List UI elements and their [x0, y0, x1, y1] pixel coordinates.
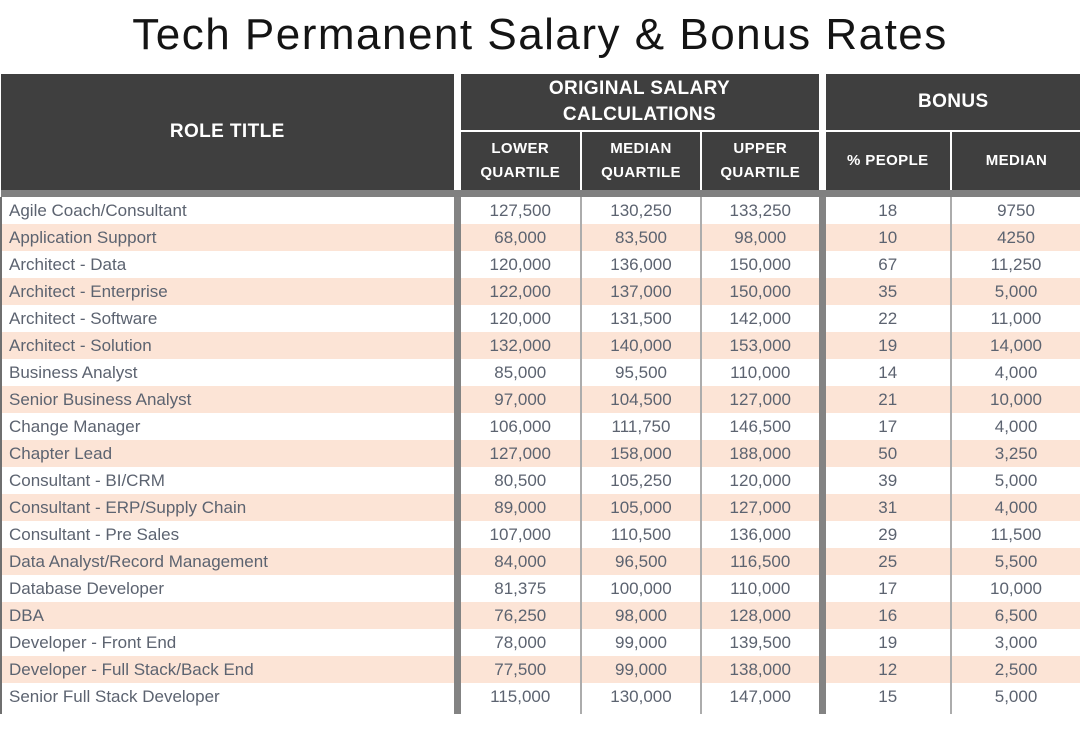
value-cell: 110,000 — [701, 575, 822, 602]
value-cell: 4,000 — [951, 359, 1080, 386]
column-header-upper-quartile: UPPER QUARTILE — [701, 131, 822, 190]
header-underline-bar-fill — [1, 190, 1080, 197]
value-cell: 128,000 — [701, 602, 822, 629]
value-cell: 110,000 — [701, 359, 822, 386]
value-cell: 107,000 — [457, 521, 581, 548]
value-cell: 4,000 — [951, 494, 1080, 521]
role-cell: Agile Coach/Consultant — [1, 197, 457, 224]
value-cell: 68,000 — [457, 224, 581, 251]
value-cell: 96,500 — [581, 548, 701, 575]
value-cell: 67 — [822, 251, 951, 278]
value-cell: 16 — [822, 602, 951, 629]
value-cell: 10,000 — [951, 575, 1080, 602]
table-header — [1, 74, 1080, 197]
value-cell: 11,500 — [951, 521, 1080, 548]
value-cell: 127,000 — [701, 386, 822, 413]
value-cell: 99,000 — [581, 629, 701, 656]
stub-cell — [951, 710, 1080, 714]
value-cell: 115,000 — [457, 683, 581, 710]
table-row — [1, 224, 1080, 251]
value-cell: 80,500 — [457, 467, 581, 494]
table-row — [1, 656, 1080, 683]
value-cell: 12 — [822, 656, 951, 683]
role-cell: Architect - Solution — [1, 332, 457, 359]
value-cell: 3,250 — [951, 440, 1080, 467]
value-cell: 105,000 — [581, 494, 701, 521]
header-group-row — [1, 74, 1080, 131]
value-cell: 19 — [822, 629, 951, 656]
value-cell: 9750 — [951, 197, 1080, 224]
value-cell: 188,000 — [701, 440, 822, 467]
table-cutoff-stub — [1, 710, 1080, 714]
value-cell: 147,000 — [701, 683, 822, 710]
value-cell: 14 — [822, 359, 951, 386]
table-row — [1, 548, 1080, 575]
value-cell: 95,500 — [581, 359, 701, 386]
value-cell: 15 — [822, 683, 951, 710]
value-cell: 4,000 — [951, 413, 1080, 440]
stub-cell — [1, 710, 457, 714]
value-cell: 29 — [822, 521, 951, 548]
value-cell: 17 — [822, 413, 951, 440]
table-row — [1, 413, 1080, 440]
page-title: Tech Permanent Salary & Bonus Rates — [132, 10, 948, 59]
value-cell: 77,500 — [457, 656, 581, 683]
role-cell: Business Analyst — [1, 359, 457, 386]
role-cell: Chapter Lead — [1, 440, 457, 467]
value-cell: 127,000 — [701, 494, 822, 521]
table-row — [1, 332, 1080, 359]
value-cell: 120,000 — [457, 305, 581, 332]
value-cell: 14,000 — [951, 332, 1080, 359]
value-cell: 21 — [822, 386, 951, 413]
value-cell: 97,000 — [457, 386, 581, 413]
value-cell: 5,500 — [951, 548, 1080, 575]
role-cell: DBA — [1, 602, 457, 629]
table-row — [1, 359, 1080, 386]
value-cell: 99,000 — [581, 656, 701, 683]
value-cell: 76,250 — [457, 602, 581, 629]
value-cell: 19 — [822, 332, 951, 359]
value-cell: 31 — [822, 494, 951, 521]
value-cell: 133,250 — [701, 197, 822, 224]
role-cell: Developer - Full Stack/Back End — [1, 656, 457, 683]
value-cell: 25 — [822, 548, 951, 575]
value-cell: 137,000 — [581, 278, 701, 305]
table-row — [1, 602, 1080, 629]
role-cell: Senior Business Analyst — [1, 386, 457, 413]
header-underline-bar — [1, 190, 1080, 197]
value-cell: 131,500 — [581, 305, 701, 332]
table-row — [1, 305, 1080, 332]
value-cell: 136,000 — [701, 521, 822, 548]
table-row — [1, 575, 1080, 602]
value-cell: 104,500 — [581, 386, 701, 413]
table-row — [1, 467, 1080, 494]
value-cell: 111,750 — [581, 413, 701, 440]
value-cell: 100,000 — [581, 575, 701, 602]
value-cell: 127,000 — [457, 440, 581, 467]
role-cell: Application Support — [1, 224, 457, 251]
value-cell: 116,500 — [701, 548, 822, 575]
value-cell: 142,000 — [701, 305, 822, 332]
value-cell: 158,000 — [581, 440, 701, 467]
stub-cell — [701, 710, 822, 714]
stub-cell — [457, 710, 581, 714]
value-cell: 120,000 — [457, 251, 581, 278]
value-cell: 106,000 — [457, 413, 581, 440]
value-cell: 89,000 — [457, 494, 581, 521]
table-row — [1, 521, 1080, 548]
value-cell: 140,000 — [581, 332, 701, 359]
value-cell: 83,500 — [581, 224, 701, 251]
value-cell: 4250 — [951, 224, 1080, 251]
value-cell: 78,000 — [457, 629, 581, 656]
table-row — [1, 683, 1080, 710]
value-cell: 22 — [822, 305, 951, 332]
table-row — [1, 440, 1080, 467]
stub-cell — [822, 710, 951, 714]
role-cell: Architect - Software — [1, 305, 457, 332]
role-cell: Change Manager — [1, 413, 457, 440]
value-cell: 17 — [822, 575, 951, 602]
value-cell: 136,000 — [581, 251, 701, 278]
value-cell: 127,500 — [457, 197, 581, 224]
table-row — [1, 386, 1080, 413]
value-cell: 130,250 — [581, 197, 701, 224]
table-body — [1, 197, 1080, 714]
value-cell: 110,500 — [581, 521, 701, 548]
value-cell: 150,000 — [701, 251, 822, 278]
value-cell: 2,500 — [951, 656, 1080, 683]
value-cell: 39 — [822, 467, 951, 494]
column-group-original-salary-calculations — [457, 74, 822, 131]
value-cell: 5,000 — [951, 683, 1080, 710]
salary-table — [0, 74, 1080, 714]
value-cell: 150,000 — [701, 278, 822, 305]
value-cell: 6,500 — [951, 602, 1080, 629]
value-cell: 10 — [822, 224, 951, 251]
value-cell: 132,000 — [457, 332, 581, 359]
table-row — [1, 197, 1080, 224]
role-cell: Consultant - Pre Sales — [1, 521, 457, 548]
column-group-bonus: BONUS — [822, 74, 1080, 131]
value-cell: 139,500 — [701, 629, 822, 656]
value-cell: 122,000 — [457, 278, 581, 305]
value-cell: 138,000 — [701, 656, 822, 683]
value-cell: 35 — [822, 278, 951, 305]
value-cell: 11,250 — [951, 251, 1080, 278]
table-row — [1, 629, 1080, 656]
table-row — [1, 278, 1080, 305]
role-cell: Data Analyst/Record Management — [1, 548, 457, 575]
value-cell: 98,000 — [701, 224, 822, 251]
column-header-lower-quartile: LOWER QUARTILE — [457, 131, 581, 190]
column-group-label: ORIGINAL SALARY CALCULATIONS — [548, 78, 731, 125]
role-cell: Architect - Data — [1, 251, 457, 278]
table-row — [1, 494, 1080, 521]
role-cell: Database Developer — [1, 575, 457, 602]
value-cell: 18 — [822, 197, 951, 224]
value-cell: 84,000 — [457, 548, 581, 575]
value-cell: 50 — [822, 440, 951, 467]
value-cell: 81,375 — [457, 575, 581, 602]
value-cell: 153,000 — [701, 332, 822, 359]
value-cell: 105,250 — [581, 467, 701, 494]
role-cell: Consultant - BI/CRM — [1, 467, 457, 494]
value-cell: 5,000 — [951, 467, 1080, 494]
role-cell: Developer - Front End — [1, 629, 457, 656]
value-cell: 130,000 — [581, 683, 701, 710]
value-cell: 5,000 — [951, 278, 1080, 305]
column-header-median-quartile: MEDIAN QUARTILE — [581, 131, 701, 190]
value-cell: 85,000 — [457, 359, 581, 386]
value-cell: 11,000 — [951, 305, 1080, 332]
value-cell: 10,000 — [951, 386, 1080, 413]
column-header-role-title: ROLE TITLE — [1, 74, 457, 190]
role-cell: Architect - Enterprise — [1, 278, 457, 305]
value-cell: 146,500 — [701, 413, 822, 440]
stub-cell — [581, 710, 701, 714]
value-cell: 98,000 — [581, 602, 701, 629]
value-cell: 3,000 — [951, 629, 1080, 656]
role-cell: Consultant - ERP/Supply Chain — [1, 494, 457, 521]
column-header-pct-people: % PEOPLE — [822, 131, 951, 190]
column-header-bonus-median: MEDIAN — [951, 131, 1080, 190]
role-cell: Senior Full Stack Developer — [1, 683, 457, 710]
value-cell: 120,000 — [701, 467, 822, 494]
table-row — [1, 251, 1080, 278]
